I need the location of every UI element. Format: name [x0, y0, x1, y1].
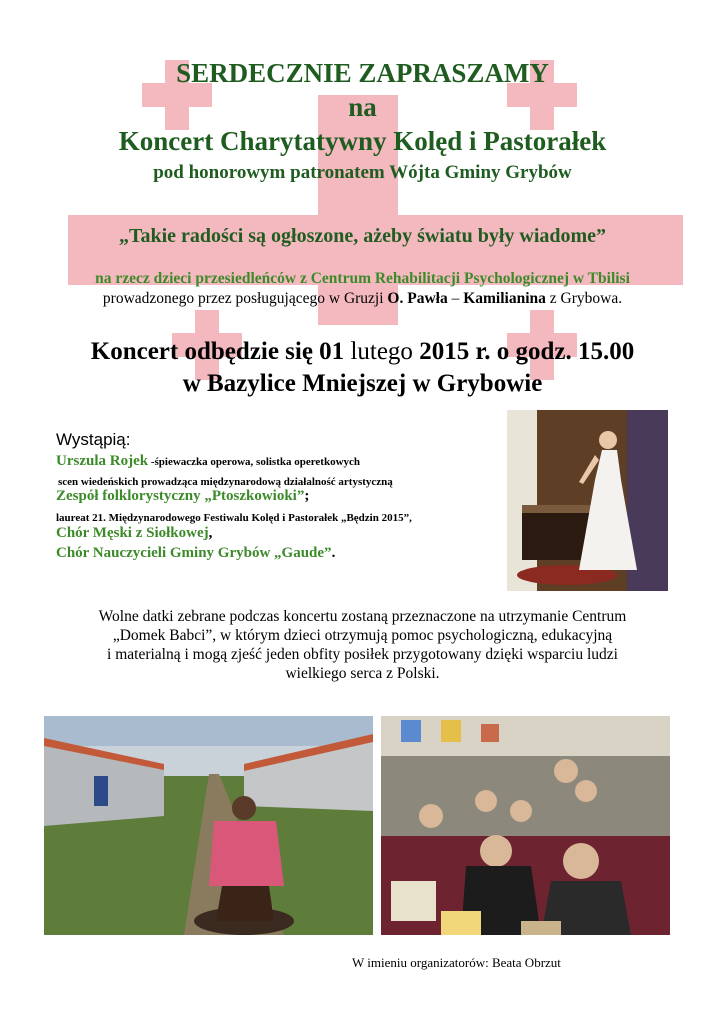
date-month: lutego: [350, 338, 413, 365]
donation-line-4: wielkiego serca z Polski.: [285, 665, 440, 682]
beneficiary-line: na rzecz dzieci przesiedleńców z Centrum Rehabilitacji Psychologicznej w Tbilisi: [95, 270, 630, 287]
singer-photo: [507, 410, 668, 591]
children-classroom-photo: [381, 716, 670, 935]
performer-3-name: Chór Męski z Siołkowej: [56, 525, 209, 541]
performer-3-sep: ,: [208, 525, 213, 541]
donation-paragraph: [40, 607, 685, 683]
performer-2-sep: ;: [304, 488, 310, 504]
organizer-text: prowadzonego przez posługującego w Gruzji: [102, 290, 388, 307]
donation-line-3: i materialną i mogą zjeść jeden obfity posiłek przygotowany dzięki wsparciu ludzi: [107, 646, 618, 663]
settlement-road-photo: [44, 716, 373, 935]
performer-1-desc-b: scen wiedeńskich prowadząca międzynarodową działalność artystyczną: [58, 476, 393, 488]
performer-3: [56, 524, 212, 542]
concert-title: Koncert Charytatywny Kolęd i Pastorałek: [118, 126, 607, 156]
performer-1: [56, 452, 360, 470]
concert-date: [0, 338, 725, 366]
performer-4: [56, 544, 335, 562]
performer-2: [56, 487, 309, 505]
date-time: 2015 r. o godz. 15.00: [412, 338, 635, 365]
date-text: Koncert odbędzie się 01: [90, 338, 351, 365]
organizer-dash: –: [447, 290, 464, 307]
priest-order: Kamilianina: [463, 290, 546, 307]
concert-venue: w Bazylice Mniejszej w Grybowie: [182, 370, 543, 397]
performer-4-name: Chór Nauczycieli Gminy Grybów „Gaude”: [56, 545, 332, 561]
donation-line-1: Wolne datki zebrane podczas koncertu zostaną przeznaczone na utrzymanie Centrum: [98, 608, 627, 625]
organizer-origin: z Grybowa.: [545, 290, 623, 307]
performer-1-name: Urszula Rojek: [56, 453, 149, 469]
performer-2-desc: laureat 21. Międzynarodowego Festiwalu Kolęd i Pastorałek „Będzin 2015”,: [56, 512, 412, 524]
performers-heading: Wystąpią:: [56, 430, 131, 449]
performer-1-desc: -śpiewaczka operowa, solistka operetkowych: [148, 456, 361, 468]
performer-2-name: Zespół folklorystyczny „Ptoszkowioki”: [56, 488, 305, 504]
invitation-heading: SERDECZNIE ZAPRASZAMY: [176, 58, 549, 88]
patronage-line: pod honorowym patronatem Wójta Gminy Grybów: [153, 162, 572, 183]
organizer-line: [0, 290, 725, 308]
quote: „Takie radości są ogłoszone, ażeby światu były wiadome”: [118, 225, 607, 247]
invitation-na: na: [348, 92, 377, 122]
performer-4-sep: .: [331, 545, 336, 561]
signature-line: W imieniu organizatorów: Beata Obrzut: [352, 955, 561, 970]
donation-line-2: „Domek Babci”, w którym dzieci otrzymują pomoc psychologiczną, edukacyjną: [112, 627, 613, 644]
priest-name: O. Pawła: [387, 290, 448, 307]
